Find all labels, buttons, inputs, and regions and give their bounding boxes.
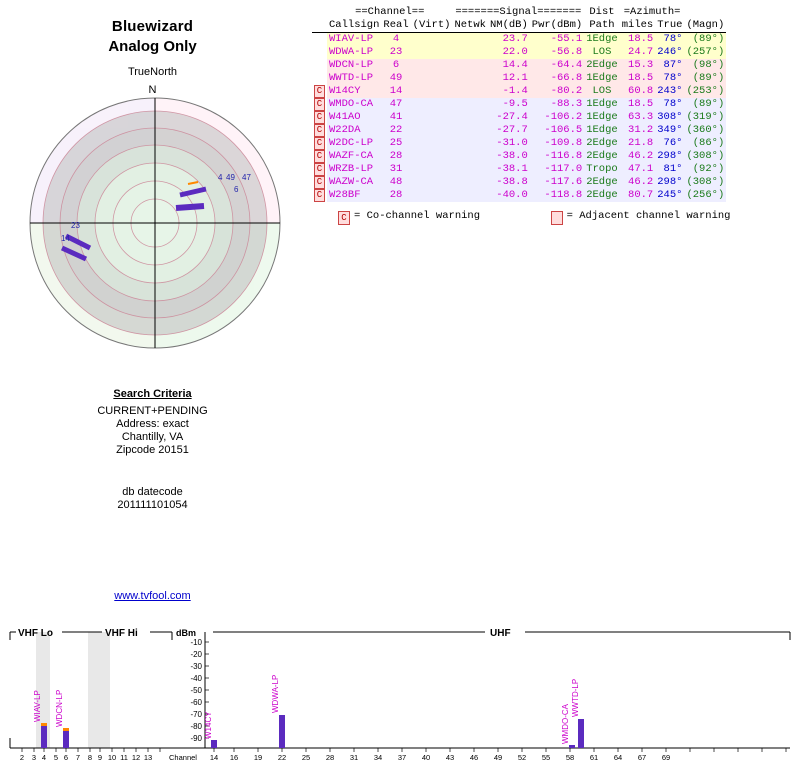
group-header-channel: ==Channel== [355,6,425,18]
cell-azimuth-true: 349° [657,124,683,136]
col-netwk[interactable]: Netwk [454,19,486,31]
table-row[interactable] [312,59,726,72]
cell-pwr: -117.6 [544,176,583,188]
col-real[interactable]: Real [383,19,409,31]
spectrum-label-wdcn-lp: WDCN-LP [55,689,64,727]
bar-wmdo-ca [569,745,575,748]
svg-text:13: 13 [143,753,153,762]
cell-dist: 18.5 [628,72,654,84]
cell-real: 14 [389,85,403,97]
cell-pwr: -80.2 [550,85,583,97]
cell-azimuth-true: 298° [657,176,683,188]
cell-real: 28 [389,150,403,162]
cell-netwk [452,137,488,150]
cell-nm: -9.5 [502,98,528,110]
spectrum-svg [0,618,800,768]
spectrum-bar-labels [33,675,580,744]
svg-text:52: 52 [517,753,527,762]
svg-text:3: 3 [31,753,37,762]
search-criteria-line-3: Chantilly, VA [121,431,184,443]
cell-azimuth-true: 243° [657,85,683,97]
cell-nm: -1.4 [502,85,528,97]
cell-dist: 80.7 [628,189,654,201]
co-channel-warning-icon: C [314,150,325,163]
x-axis-tick-labels [20,753,670,762]
warning-cell-empty [312,59,327,72]
search-criteria [0,388,305,457]
polar-marker-label-4: 4 [218,173,223,182]
bar-wwtd-lp [578,719,584,748]
svg-text:-20: -20 [190,650,202,659]
co-channel-warning-cell [312,137,327,150]
cell-dist: 46.2 [628,150,654,162]
cell-azimuth-true: 78° [663,33,683,45]
cell-netwk [452,98,488,111]
cell-netwk [452,46,488,59]
tvfool-link-wrap [0,590,305,602]
cell-pwr: -118.8 [544,189,583,201]
cell-real: 31 [389,163,403,175]
table-row[interactable] [312,98,726,111]
svg-text:14: 14 [209,753,219,762]
cell-callsign: WDWA-LP [329,46,374,58]
cell-callsign: W14CY [329,85,361,97]
bar-wdwa-lp [279,715,285,748]
svg-text:2: 2 [19,753,25,762]
cell-nm: -27.4 [496,111,528,123]
cell-callsign: W28BF [329,189,361,201]
co-channel-warning-icon: C [314,85,325,98]
co-channel-warning-icon: C [314,163,325,176]
cell-path: 1Edge [586,33,618,45]
cell-path: 1Edge [586,98,618,110]
cell-virt [411,111,453,124]
svg-text:10: 10 [107,753,117,762]
truenorth-label: TrueNorth [127,66,178,78]
spectrum-label-wmdo-ca: WMDO-CA [561,704,570,744]
cell-dist: 31.2 [628,124,654,136]
band-label-vhf-hi: VHF Hi [105,628,138,639]
svg-text:-90: -90 [190,734,202,743]
svg-text:58: 58 [565,753,575,762]
legend-co-text: = Co-channel warning [354,210,481,222]
svg-text:55: 55 [541,753,551,762]
spectrum-label-wdwa-lp: WDWA-LP [271,674,280,713]
signal-table-wrap [312,6,798,225]
cell-netwk [452,189,488,202]
cell-azimuth-true: 81° [663,163,683,175]
cell-dist: 18.5 [628,98,654,110]
warning-cell-empty [312,33,327,47]
legend-row [338,210,798,225]
svg-text:69: 69 [661,753,671,762]
polar-marker-label-47: 47 [242,173,251,182]
col-nm[interactable]: NM(dB) [489,19,528,31]
cell-virt [411,33,453,47]
warning-cell-empty [312,72,327,85]
band-label-vhf-lo: VHF Lo [18,628,53,639]
cell-azimuth-true: 87° [663,59,683,71]
co-channel-warning-icon: C [314,189,325,202]
cell-callsign: WAZF-CA [329,150,374,162]
spectrum-chart [0,618,800,768]
cell-dist: 15.3 [628,59,654,71]
svg-text:43: 43 [445,753,455,762]
cell-nm: -27.7 [496,124,528,136]
col-dist[interactable]: miles [621,19,654,31]
cell-azimuth-magn: (360°) [686,124,725,136]
co-channel-warning-icon: C [314,124,325,137]
cell-nm: -38.0 [496,150,528,162]
svg-text:67: 67 [637,753,647,762]
search-criteria-line-4: Zipcode 20151 [116,444,189,456]
search-criteria-title: Search Criteria [113,388,192,400]
cell-callsign: WMDO-CA [329,98,374,110]
cell-real: 6 [392,59,400,71]
x-axis-ticks [22,748,786,752]
cell-netwk [452,163,488,176]
svg-text:5: 5 [53,753,59,762]
cell-pwr: -55.1 [550,33,583,45]
polar-coverage-plot [28,96,282,350]
cell-dist: 47.1 [628,163,654,175]
svg-text:37: 37 [397,753,407,762]
cell-netwk [452,33,488,47]
tvfool-link[interactable]: www.tvfool.com [114,590,191,602]
cell-real: 4 [392,33,400,45]
cell-azimuth-magn: (98°) [692,59,725,71]
cell-azimuth-true: 78° [663,72,683,84]
cell-azimuth-magn: (89°) [692,33,725,45]
group-header-dist: Dist [589,6,615,18]
cell-path: 1Edge [586,72,618,84]
cell-path: Tropo [586,163,618,175]
cell-callsign: W22DA [329,124,361,136]
cell-real: 25 [389,137,403,149]
svg-text:9: 9 [97,753,103,762]
cell-real: 48 [389,176,403,188]
search-criteria-line-2: Address: exact [116,418,189,430]
cell-path: 2Edge [586,150,618,162]
cell-virt [411,150,453,163]
cell-path: LOS [592,85,612,97]
cell-pwr: -117.0 [544,163,583,175]
cell-real: 47 [389,98,403,110]
co-channel-warning-icon: C [314,98,325,111]
co-channel-warning-icon: C [314,176,325,189]
cell-azimuth-magn: (308°) [686,176,725,188]
db-datecode-value: 201111101054 [117,499,188,511]
cell-virt [411,189,453,202]
cell-callsign: WIAV-LP [329,33,374,45]
svg-text:19: 19 [253,753,263,762]
table-row[interactable] [312,46,726,59]
svg-text:61: 61 [589,753,599,762]
col-path[interactable]: Path [584,19,620,33]
svg-text:4: 4 [41,753,47,762]
col-magn[interactable]: (Magn) [686,19,725,31]
cell-path: 2Edge [586,137,618,149]
table-row[interactable] [312,85,726,98]
north-marker-label: N [148,84,157,96]
polar-marker-label-14: 14 [61,234,70,243]
bar-w14cy [211,740,217,748]
svg-text:25: 25 [301,753,311,762]
table-row[interactable] [312,163,726,176]
cell-azimuth-true: 246° [657,46,683,58]
adjacent-channel-warning-icon: C [551,211,563,225]
warning-cell-empty [312,46,327,59]
bar-cap-wdcn-lp [63,728,69,731]
cell-virt [411,59,453,72]
svg-text:31: 31 [349,753,359,762]
bar-wdcn-lp [63,731,69,748]
cell-path: 2Edge [586,189,618,201]
cell-dist: 21.8 [628,137,654,149]
co-channel-warning-icon: C [314,137,325,150]
table-row[interactable] [312,111,726,124]
db-datecode [0,486,305,512]
cell-pwr: -109.8 [544,137,583,149]
svg-text:-60: -60 [190,698,202,707]
svg-text:40: 40 [421,753,431,762]
co-channel-warning-cell [312,98,327,111]
title-block [0,18,305,55]
svg-text:-30: -30 [190,662,202,671]
cell-azimuth-magn: (92°) [692,163,725,175]
polar-marker-label-6: 6 [234,185,239,194]
svg-text:6: 6 [63,753,69,762]
co-channel-warning-cell [312,176,327,189]
cell-virt [411,98,453,111]
spectrum-label-w14cy: W14CY [204,711,213,739]
cell-callsign: W2DC-LP [329,137,374,149]
cell-real: 28 [389,189,403,201]
svg-text:-80: -80 [190,722,202,731]
cell-dist: 63.3 [628,111,654,123]
co-channel-warning-cell [312,85,327,98]
cell-dist: 46.2 [628,176,654,188]
signal-table [312,6,726,202]
cell-virt [411,72,453,85]
cell-dist: 18.5 [628,33,654,45]
legend-adj-text: = Adjacent channel warning [566,210,731,222]
cell-azimuth-true: 76° [663,137,683,149]
cell-azimuth-magn: (253°) [686,85,725,97]
y-axis-ticks [190,638,202,743]
cell-nm: 12.1 [502,72,528,84]
polar-plot-svg [28,96,282,350]
spectrum-bars [41,715,584,748]
cell-azimuth-magn: (89°) [692,72,725,84]
cell-real: 49 [389,72,403,84]
col-callsign[interactable]: Callsign [329,19,380,31]
cell-pwr: -66.8 [550,72,583,84]
svg-text:34: 34 [373,753,383,762]
page-title: Bluewizard [111,18,194,35]
cell-virt [411,46,453,59]
table-row[interactable] [312,33,726,47]
cell-nm: -40.0 [496,189,528,201]
cell-nm: -31.0 [496,137,528,149]
cell-callsign: W41AO [329,111,361,123]
svg-text:28: 28 [325,753,335,762]
svg-text:22: 22 [277,753,287,762]
cell-callsign: WRZB-LP [329,163,374,175]
cell-azimuth-magn: (89°) [692,98,725,110]
cell-azimuth-true: 78° [663,98,683,110]
table-row[interactable] [312,137,726,150]
svg-text:-70: -70 [190,710,202,719]
search-criteria-line-1: CURRENT+PENDING [97,405,208,417]
cell-pwr: -88.3 [550,98,583,110]
cell-azimuth-true: 308° [657,111,683,123]
svg-text:8: 8 [87,753,93,762]
cell-azimuth-magn: (86°) [692,137,725,149]
left-panel [0,0,305,615]
cell-nm: 22.0 [502,46,528,58]
svg-text:49: 49 [493,753,503,762]
svg-text:7: 7 [75,753,81,762]
svg-text:11: 11 [120,753,128,762]
svg-text:16: 16 [229,753,239,762]
cell-callsign: WWTD-LP [329,72,374,84]
bar-cap-wiav-lp [41,723,47,726]
cell-azimuth-magn: (256°) [686,189,725,201]
cell-azimuth-true: 245° [657,189,683,201]
cell-path: LOS [592,46,612,58]
svg-text:-40: -40 [190,674,202,683]
spectrum-label-wwtd-lp: WWTD-LP [571,678,580,717]
col-true[interactable]: True [657,19,683,31]
cell-netwk [452,59,488,72]
cell-nm: 23.7 [502,33,528,45]
table-row[interactable] [312,72,726,85]
table-row[interactable] [312,124,726,137]
cell-pwr: -64.4 [550,59,583,71]
col-virt[interactable]: (Virt) [412,19,451,31]
co-channel-warning-cell [312,111,327,124]
cell-nm: 14.4 [502,59,528,71]
table-group-header-row [312,6,726,19]
cell-real: 23 [389,46,403,58]
cell-azimuth-magn: (319°) [686,111,725,123]
cell-path: 1Edge [586,111,618,123]
cell-callsign: WDCN-LP [329,59,374,71]
cell-netwk [452,124,488,137]
cell-nm: -38.1 [496,163,528,175]
polar-marker-label-49: 49 [226,173,235,182]
bar-wiav-lp [41,726,47,748]
svg-text:12: 12 [131,753,141,762]
group-header-signal: =======Signal======= [455,6,582,18]
table-header-row [312,19,726,33]
cell-netwk [452,85,488,98]
cell-pwr: -106.5 [544,124,583,136]
col-pwr[interactable]: Pwr(dBm) [531,19,583,31]
table-row[interactable] [312,176,726,189]
cell-virt [411,124,453,137]
polar-marker-label-23: 23 [71,221,80,230]
band-label-uhf: UHF [490,628,511,639]
cell-virt [411,176,453,189]
cell-virt [411,85,453,98]
cell-nm: -38.8 [496,176,528,188]
svg-text:-50: -50 [190,686,202,695]
table-row[interactable] [312,189,726,202]
co-channel-warning-icon: C [338,211,350,225]
co-channel-warning-icon: C [314,111,325,124]
cell-netwk [452,150,488,163]
page-subtitle: Analog Only [108,38,197,55]
group-header-azimuth: =Azimuth= [623,6,681,18]
co-channel-warning-cell [312,189,327,202]
cell-virt [411,137,453,150]
db-datecode-label: db datecode [122,486,183,498]
cell-callsign: WAZW-CA [329,176,374,188]
cell-netwk [452,111,488,124]
cell-azimuth-magn: (308°) [686,150,725,162]
co-channel-warning-cell [312,124,327,137]
cell-real: 22 [389,124,403,136]
cell-path: 2Edge [586,176,618,188]
cell-dist: 24.7 [628,46,654,58]
table-row[interactable] [312,150,726,163]
cell-azimuth-true: 298° [657,150,683,162]
cell-netwk [452,72,488,85]
svg-text:-10: -10 [190,638,202,647]
cell-real: 41 [389,111,403,123]
svg-text:64: 64 [613,753,623,762]
cell-path: 1Edge [586,124,618,136]
cell-dist: 60.8 [628,85,654,97]
cell-netwk [452,176,488,189]
spectrum-label-wiav-lp: WIAV-LP [33,690,42,722]
cell-pwr: -106.2 [544,111,583,123]
axis-label-dbm: dBm [176,628,196,638]
svg-text:46: 46 [469,753,479,762]
cell-path: 2Edge [586,59,618,71]
cell-pwr: -56.8 [550,46,583,58]
cell-virt [411,163,453,176]
co-channel-warning-cell [312,163,327,176]
axis-label-channel: Channel [169,753,197,762]
co-channel-warning-cell [312,150,327,163]
cell-pwr: -116.8 [544,150,583,162]
cell-azimuth-magn: (257°) [686,46,725,58]
